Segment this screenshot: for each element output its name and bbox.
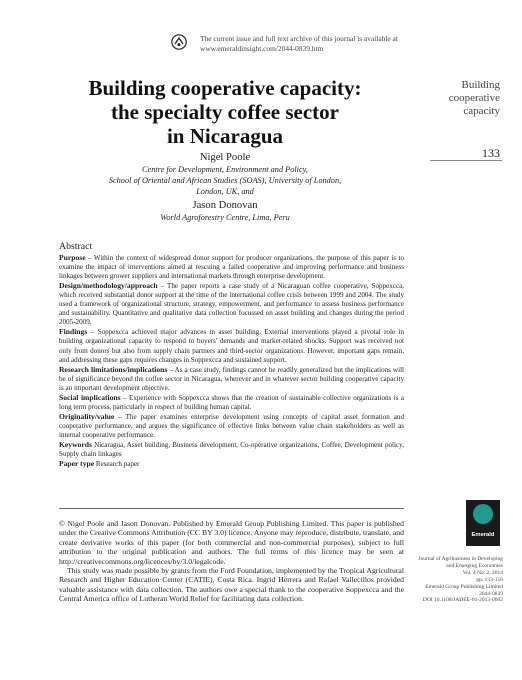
right-margin-rule (430, 160, 502, 161)
section-text: Experience with Soppexcca shows that the creation of sustainable collective organizations is a long term process, particularly in respect of building human capital. (59, 393, 405, 411)
abstract-section-design: Design/methodology/approach – The paper reports a case study of a Nicaraguan coffee cooperative, Soppexcca, which received substantial donor support at the time of the international coffee crisis between 1999 and 2004. The study used a framework of organizational structure, strategy, empowerment, and performance to assess business performance and sustainability. Quantitative and qualitative data collection focussed on asset building and changes during the period 2005-2009. (59, 281, 404, 327)
running-head-line: Building (461, 79, 500, 91)
title-line: Building cooperative capacity: (88, 76, 362, 100)
license-block (59, 519, 404, 604)
header-url-link[interactable]: www.emeraldinsight.com/2044-0839.htm (200, 44, 324, 53)
journal-info-line: 2044-0839 (479, 590, 503, 597)
journal-info (415, 556, 503, 604)
title-line: in Nicaragua (166, 124, 284, 148)
abstract-heading: Abstract (59, 241, 93, 252)
section-label: Design/methodology/approach (59, 281, 158, 291)
open-access-icon (171, 34, 187, 50)
section-text: Soppexcca achieved major advances in asset building. External interventions played a pivotal role in building organizational capacity to respond to buyers' demands and market-related shocks. Support was received not only from donors but also from supply chain partners and third-sector organizations. However, important gaps remain, and addressing these gaps requires changes in Soppexcca and sustained support. (59, 328, 404, 364)
license-paragraph: © Nigel Poole and Jason Donovan. Published by Emerald Group Publishing Limited. This paper is published under the Creative Commons Attribution (CC BY 3.0) licence. Anyone may reproduce, distribute, translate, and create derivative works of this paper (for both commercial and non-commercial purposes), subject to full attribution to the original publication and authors. The full terms of this licence may be seen at http://creativecommons.org/licences/by/3.0/legalcode. (59, 519, 404, 566)
section-label: Purpose (59, 253, 86, 263)
section-text: Research paper (95, 460, 140, 469)
running-head (430, 79, 500, 118)
section-label: Keywords (59, 439, 92, 449)
author-affiliation: World Agroforestry Centre, Lima, Peru (160, 213, 290, 222)
journal-info-line: and Emerging Economies (446, 562, 503, 569)
title-line: the specialty coffee sector (111, 100, 339, 124)
abstract-section-originality: Originality/value – The paper examines enterprise development using concepts of capital asset formation and cooperative performance, and argues the significance of effective links between value chain stakeholders as well as internal cooperative performance. (59, 411, 404, 439)
running-head-line: capacity (463, 105, 500, 117)
section-text: Nicaragua, Asset building, Business development, Co-operative organizations, Coffee, Development policy, Supply chain linkages (59, 440, 404, 459)
journal-info-line: DOI 10.1108/JADEE-01-2013-0002 (422, 597, 503, 604)
author-name: Nigel Poole (199, 152, 251, 163)
section-label: Research limitations/implications (59, 364, 168, 374)
running-head-line: cooperative (448, 92, 500, 104)
license-divider (59, 508, 404, 509)
abstract (59, 242, 404, 469)
emerald-logo-icon (473, 504, 493, 524)
journal-info-line: Journal of Agribusiness in Developing (418, 556, 503, 562)
journal-info-line: Vol. 4 No. 2, 2014 (462, 569, 503, 576)
header-availability-text: The current issue and full text archive of this journal is available at (200, 34, 398, 43)
author-block-1 (60, 152, 390, 197)
section-label: Paper type (59, 459, 95, 469)
abstract-paper-type (59, 459, 404, 469)
abstract-keywords (59, 440, 404, 459)
author-affiliation: Centre for Development, Environment and Policy, (142, 165, 308, 174)
journal-info-line: Emerald Group Publishing Limited (425, 583, 503, 590)
section-label: Findings (59, 327, 88, 337)
author-block-2 (60, 200, 390, 223)
acknowledgements-paragraph: This study was made possible by grants from the Ford Foundation, implemented by the Tropical Agricultural Research and Higher Education Center (CATIE), Costa Rica. Ingrid Herrera and Rafael Vallecillos provided valuable assistance with data collection. The authors owe a special thank to the cooperative Soppexcca and the Central America office of Lutheran World Relief for facilitating data collection. (59, 566, 404, 604)
abstract-section-social: Social implications – Experience with Soppexcca shows that the creation of sustainable collective organizations is a long term process, particularly in respect of building human capital. (59, 392, 405, 411)
author-name: Jason Donovan (192, 200, 258, 211)
article-title (30, 76, 420, 148)
abstract-section-limitations: Research limitations/implications – As a case study, findings cannot be readily generalized but the implications will be of significance beyond the coffee sector in Nicaragua, wherever and in whatever sector building cooperative capacity is an important development objective. (59, 364, 405, 392)
abstract-section-findings: Findings – Soppexcca achieved major advances in asset building. External interventions played a pivotal role in building organizational capacity to respond to buyers' demands and market-related shocks. Support was received not only from donors but also from supply chain partners and third-sector organizations. However, important gaps remain, and addressing these gaps requires changes in Soppexcca and sustained support. (59, 327, 404, 364)
section-label: Originality/value (59, 411, 115, 421)
author-affiliation: School of Oriental and African Studies (SOAS), University of London, (108, 176, 342, 185)
page-number: 133 (482, 146, 500, 160)
author-affiliation: London, UK, and (196, 187, 254, 196)
section-label: Social implications (59, 392, 121, 402)
journal-info-line: pp. 133-156 (476, 576, 503, 583)
abstract-section-purpose: Purpose – Within the context of widespread donor support for producer organizations, the purpose of this paper is to examine the impact of interventions aimed at rescuing a failed cooperative and improving performance and business linkages between grower suppliers and international markets through enterprise development. (59, 253, 405, 281)
section-text: The paper reports a case study of a Nicaraguan coffee cooperative, Soppexcca, which received substantial donor support at the time of the international coffee crisis between 1999 and 2004. The study used a framework of organizational structure, strategy, empowerment, and performance to assess business performance and sustainability. Quantitative and qualitative data collection focussed on asset building and changes during the period 2005-2009. (59, 282, 404, 327)
emerald-logo (466, 500, 500, 546)
section-text: The paper examines enterprise development using concepts of capital asset formation and cooperative performance, and argues the significance of effective links between value chain stakeholders as well as internal cooperative performance. (59, 412, 404, 439)
section-text: Within the context of widespread donor support for producer organizations, the purpose of this paper is to examine the impact of interventions aimed at rescuing a failed cooperative and improving performance and business linkages between grower suppliers and international markets through enterprise development. (59, 254, 405, 281)
emerald-logo-label: Emerald (471, 532, 495, 538)
section-text: As a case study, findings cannot be readily generalized but the implications will be of significance beyond the coffee sector in Nicaragua, wherever and in whatever sector building cooperative capacity is an important development objective. (59, 365, 405, 392)
